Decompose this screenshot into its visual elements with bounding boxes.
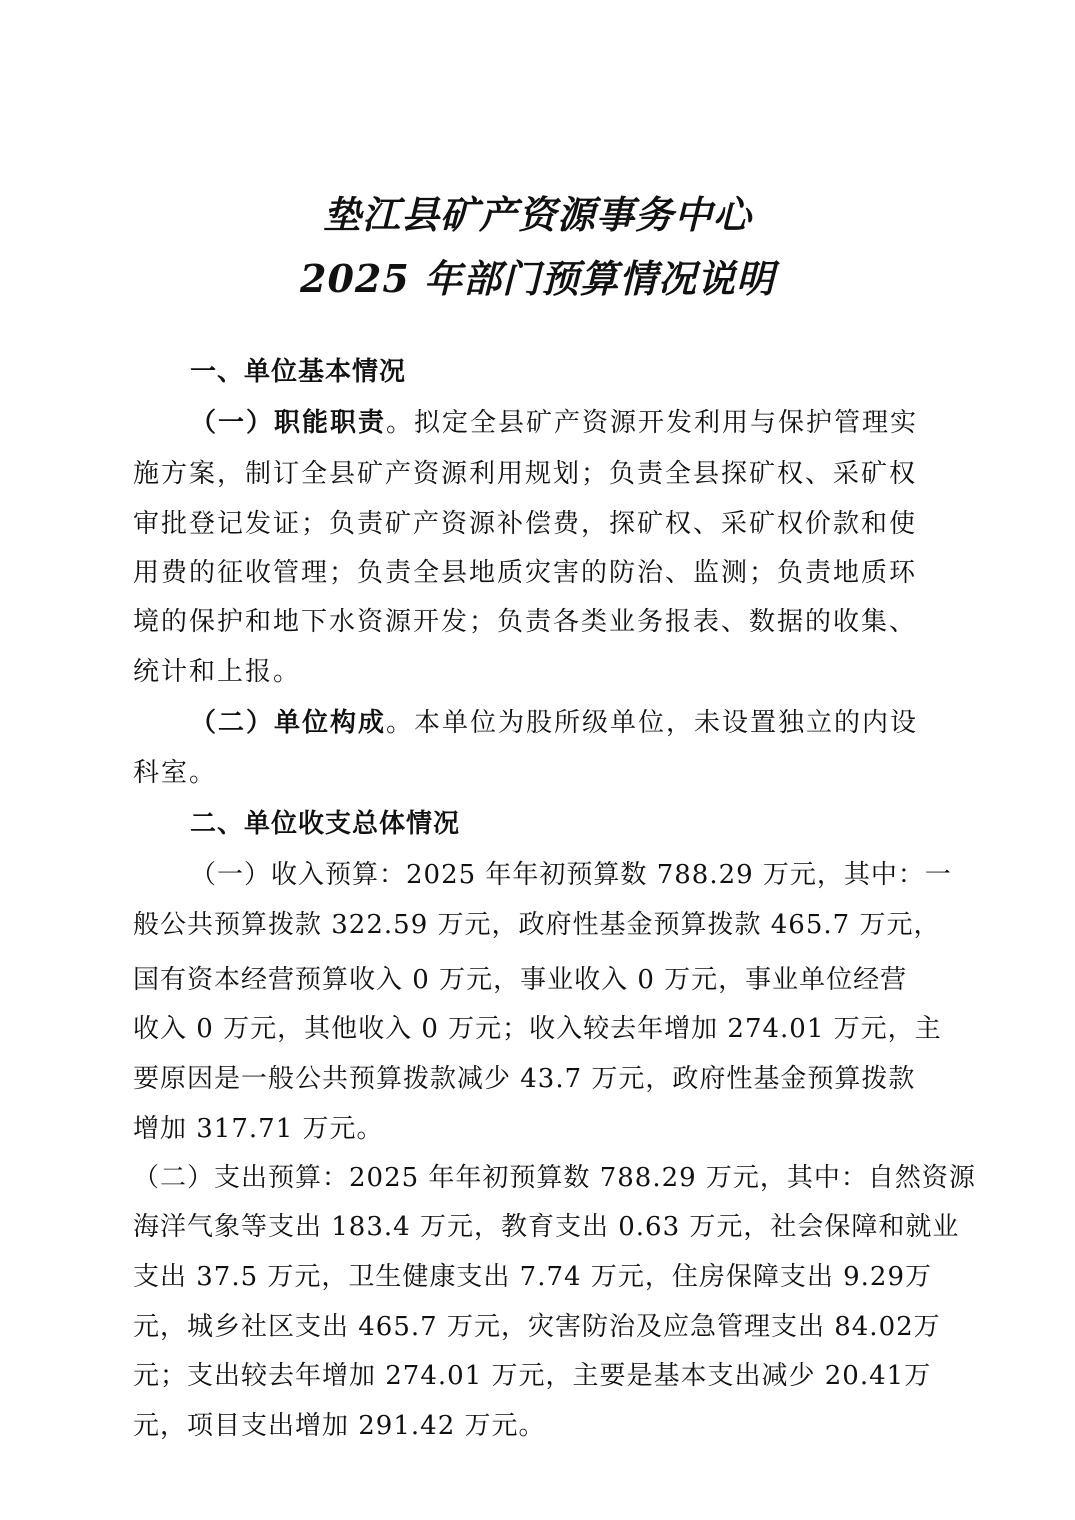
paragraph-line: 增加 317.71 万元。 <box>133 1114 384 1144</box>
paragraph-line: 施方案，制订全县矿产资源利用规划；负责全县探矿权、采矿权 <box>133 459 918 489</box>
paragraph-line: 支出 37.5 万元，卫生健康支出 7.74 万元，住房保障支出 9.29万 <box>133 1262 932 1292</box>
document-title-line-1: 垫江县矿产资源事务中心 <box>322 192 752 237</box>
section-2-heading: 二、单位收支总体情况 <box>190 809 461 839</box>
paragraph-line: 收入 0 万元，其他收入 0 万元；收入较去年增加 274.01 万元，主 <box>133 1014 942 1044</box>
paragraph-line: 元；支出较去年增加 274.01 万元，主要是基本支出减少 20.41万 <box>133 1361 932 1391</box>
paragraph-label: （二）单位构成 <box>190 708 387 738</box>
paragraph-line: 用费的征收管理；负责全县地质灾害的防治、监测；负责地质环 <box>133 558 918 588</box>
document-title-line-2: 2025 年部门预算情况说明 <box>300 256 775 301</box>
section-1-heading: 一、单位基本情况 <box>190 357 407 387</box>
paragraph-line: 要原因是一般公共预算拨款减少 43.7 万元，政府性基金预算拨款 <box>133 1064 916 1094</box>
paragraph-line: 统计和上报。 <box>133 657 302 687</box>
paragraph-line <box>190 710 918 736</box>
paragraph-line: 般公共预算拨款 322.59 万元，政府性基金预算拨款 465.7 万元， <box>133 910 941 940</box>
paragraph-label: （一）职能职责 <box>190 408 387 438</box>
paragraph-text: 。本单位为股所级单位，未设置独立的内设 <box>386 708 919 738</box>
paragraph-text: 。拟定全县矿产资源开发利用与保护管理实 <box>386 408 919 438</box>
paragraph-line: 科室。 <box>133 758 218 788</box>
paragraph-line: 海洋气象等支出 183.4 万元，教育支出 0.63 万元，社会保障和就业 <box>133 1212 960 1242</box>
paragraph-line: 国有资本经营预算收入 0 万元，事业收入 0 万元，事业单位经营 <box>133 965 908 995</box>
paragraph-line: 境的保护和地下水资源开发；负责各类业务报表、数据的收集、 <box>133 607 918 637</box>
paragraph-line: 元，城乡社区支出 465.7 万元，灾害防治及应急管理支出 84.02万 <box>133 1312 941 1342</box>
paragraph-line: 审批登记发证；负责矿产资源补偿费，探矿权、采矿权价款和使 <box>133 509 918 539</box>
paragraph-line: 元，项目支出增加 291.42 万元。 <box>133 1411 546 1441</box>
paragraph-line <box>190 410 918 436</box>
paragraph-line: （一）收入预算：2025 年年初预算数 788.29 万元，其中：一 <box>190 860 952 890</box>
paragraph-line: （二）支出预算：2025 年年初预算数 788.29 万元，其中：自然资源 <box>133 1163 976 1193</box>
